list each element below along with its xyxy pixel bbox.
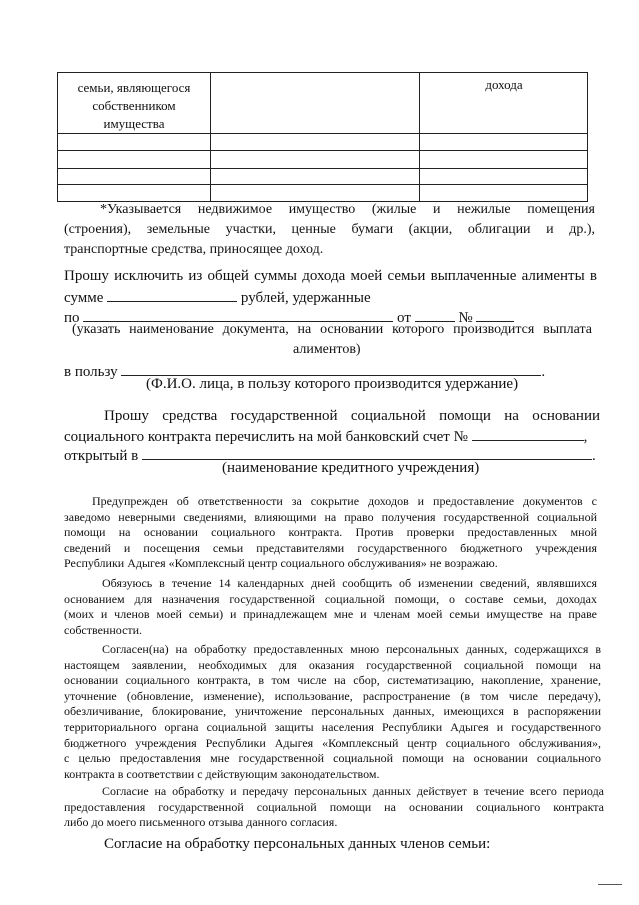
favor-blank[interactable] (121, 363, 541, 376)
table-header-line: собственником (92, 98, 176, 113)
obligation-paragraph (64, 576, 597, 638)
sum-suffix: рублей, удержанные (240, 290, 371, 306)
by-label: по (64, 310, 80, 326)
bank-account-label: социального контракта перечислить на мой банковский счет № (64, 429, 468, 445)
paragraph-line: сведений и посещения семьи представителями государственного бюджетного учреждения (64, 540, 597, 555)
family-consent-title: Согласие на обработку персональных данных членов семьи: (104, 836, 491, 852)
paragraph-line: основании социального контракта, в том числе на сбор, систематизацию, накопление, хранение, (64, 673, 601, 688)
footnote-line: транспортные средства, приносящее доход. (64, 242, 324, 257)
bank-line: Прошу средства государственной социальной помощи на основании (104, 408, 600, 424)
table-header-line: имущества (103, 116, 165, 131)
sum-blank[interactable] (107, 289, 237, 302)
alimony-line: Прошу исключить из общей суммы дохода моей семьи выплаченные алименты в (64, 268, 597, 284)
paragraph-line: Обязуюсь в течение 14 календарных дней сообщить об изменении сведений, являвшихся (102, 576, 597, 590)
table-header-line: семьи, являющегося (77, 80, 191, 95)
warning-paragraph (64, 494, 597, 572)
table-row-divider (58, 184, 587, 185)
account-blank[interactable] (472, 428, 584, 441)
sum-label: сумме (64, 290, 104, 306)
date-blank[interactable] (415, 309, 455, 322)
favor-hint: (Ф.И.О. лица, в пользу которого производится удержание) (146, 376, 519, 392)
paragraph-line: Согласен(на) на обработку предоставленных мною персональных данных, содержащихся в (102, 642, 601, 656)
favor-label: в пользу (64, 364, 118, 380)
paragraph-line: либо до моего письменного отзыва данного согласия. (64, 815, 338, 830)
scan-edge-mark (598, 884, 622, 885)
document-hint: (указать наименование документа, на основании которого производится выплата (72, 322, 592, 337)
paragraph-line: собственности. (64, 622, 143, 637)
bank-hint: (наименование кредитного учреждения) (222, 460, 480, 476)
consent-period-paragraph (64, 784, 604, 831)
document-blank[interactable] (83, 309, 393, 322)
paragraph-line: заведомо неверными сведениями, влияющими на право получения государственной социальной (64, 509, 597, 524)
paragraph-line: обезличивание, блокирование, уничтожение персональных данных, имеющихся в распоряжении (64, 704, 601, 719)
paragraph-line: бюджетного учреждения Республики Адыгея «Комплексный центр социального обслуживания», (64, 735, 601, 750)
bank-account-line: социального контракта перечислить на мой банковский счет № , (64, 429, 588, 445)
paragraph-line: контракта в соответствии с действующим законодательством. (64, 766, 380, 781)
paragraph-line: территориального органа социальной защиты населения Республики Адыгея и государственного (64, 719, 601, 734)
paragraph-line: Республики Адыгея «Комплексный центр социального обслуживания» не возражаю. (64, 556, 498, 571)
bank-name-blank[interactable] (142, 447, 592, 460)
document-hint: алиментов) (293, 342, 361, 357)
bank-opened-line: открытый в . (64, 448, 596, 464)
paragraph-line: (моих и членов моей семьи) и принадлежащем мне и членам моей семьи имуществе на праве (64, 607, 597, 622)
opened-label: открытый в (64, 448, 139, 464)
table-col-divider (210, 73, 211, 201)
table-row-divider (58, 168, 587, 169)
footnote-line: *Указывается недвижимое имущество (жилые и нежилые помещения (100, 202, 595, 217)
paragraph-line: уточнение (обновление, изменение), использование, распространение (в том числе передачу), (64, 688, 601, 703)
table-col1-header (58, 79, 210, 133)
table-col3-header: дохода (485, 77, 523, 92)
table-row-divider (58, 133, 587, 134)
consent-paragraph (64, 642, 601, 782)
property-table (57, 72, 588, 202)
paragraph-line: предоставления государственной социальной помощи на основании социального контракта (64, 799, 604, 814)
paragraph-line: Согласие на обработку и передачу персональных данных действует в течение всего периода (102, 784, 604, 798)
from-label: от (397, 310, 411, 326)
number-label: № (458, 310, 473, 326)
paragraph-line: настоящем заявлении, необходимых для оказания государственной социальной помощи на (64, 657, 601, 672)
paragraph-line: Предупрежден об ответственности за сокрытие доходов и предоставление документов с (92, 494, 597, 508)
number-blank[interactable] (476, 309, 514, 322)
paragraph-line: с целью предоставления мне государственной социальной помощи на основании социального (64, 751, 601, 766)
paragraph-line: помощи на основании социального контракта. Против проверки предоставленных мной (64, 525, 597, 540)
alimony-favor-line: в пользу . (64, 364, 546, 380)
alimony-sum-line (64, 289, 371, 307)
paragraph-line: основанием для назначения государственной социальной помощи, о составе семьи, доходах (64, 591, 597, 606)
table-row-divider (58, 150, 587, 151)
footnote-line: (строения), земельные участки, ценные бумаги (акции, облигации и др.), (64, 222, 595, 237)
